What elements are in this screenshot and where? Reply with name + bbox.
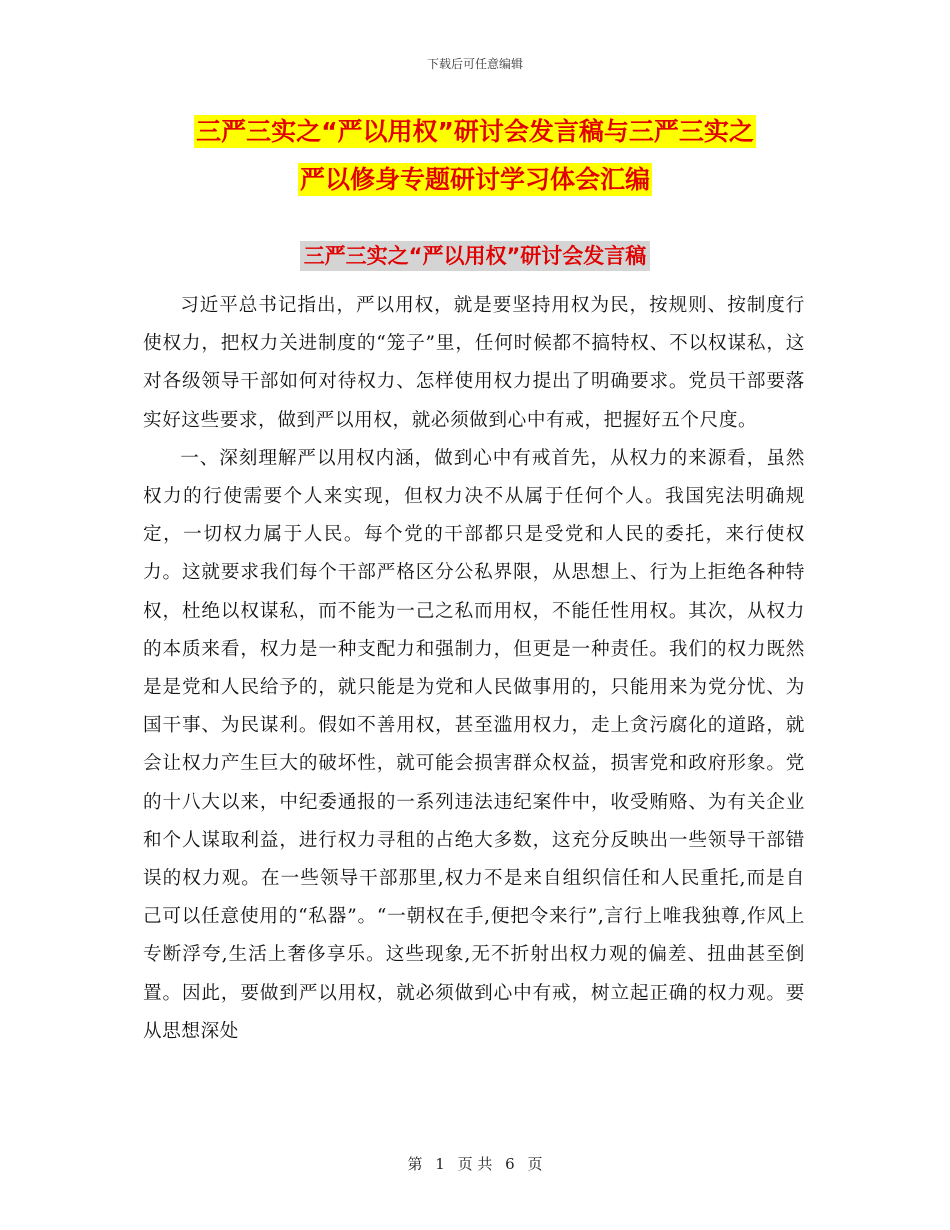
document-title [150, 108, 800, 204]
header-note: 下载后可任意编辑 [426, 57, 523, 71]
section-title-text: 三严三实之“严以用权”研讨会发言稿 [300, 241, 651, 271]
body-text [143, 287, 805, 1051]
title-line-2: 严以修身专题研讨学习体会汇编 [299, 165, 650, 194]
page-footer [0, 1153, 950, 1174]
paragraph-2: 一、深刻理解严以用权内涵，做到心中有戒首先，从权力的来源看，虽然权力的行使需要个人来实现，但权力决不从属于任何个人。我国宪法明确规定，一切权力属于人民。每个党的干部都只是受党和人民的委托，来行使权力。这就要求我们每个干部严格区分公私界限，从思想上、行为上拒绝各种特权，杜绝以权谋私，而不能为一己之私而用权，不能任性用权。其次，从权力的本质来看，权力是一种支配力和强制力，但更是一种责任。我们的权力既然是是党和人民给予的，就只能是为党和人民做事用的，只能用来为党分忧、为国干事、为民谋利。假如不善用权，甚至滥用权力，走上贪污腐化的道路，就会让权力产生巨大的破坏性，就可能会损害群众权益，损害党和政府形象。党的十八大以来，中纪委通报的一系列违法违纪案件中，收受贿赂、为有关企业和个人谋取利益，进行权力寻租的占绝大多数，这充分反映出一些领导干部错误的权力观。在一些领导干部那里,权力不是来自组织信任和人民重托,而是自己可以任意使用的“私器”。“一朝权在手,便把令来行”,言行上唯我独尊,作风上专断浮夸,生活上奢侈享乐。这些现象,无不折射出权力观的偏差、扭曲甚至倒置。因此，要做到严以用权，就必须做到心中有戒，树立起正确的权力观。要从思想深处 [143, 447, 805, 1042]
footer-suffix: 页 [527, 1155, 543, 1173]
section-title [0, 240, 950, 270]
footer-middle: 页 共 [457, 1155, 493, 1173]
footer-prefix: 第 [407, 1155, 423, 1173]
footer-total-pages: 6 [505, 1155, 515, 1173]
title-line-1: 三严三实之“严以用权”研讨会发言稿与三严三实之 [196, 117, 754, 146]
paragraph-1: 习近平总书记指出，严以用权，就是要坚持用权为民，按规则、按制度行使权力，把权力关进制度的“笼子”里，任何时候都不搞特权、不以权谋私，这对各级领导干部如何对待权力、怎样使用权力提出了明确要求。党员干部要落实好这些要求，做到严以用权，就必须做到心中有戒，把握好五个尺度。 [143, 295, 805, 431]
footer-page-number: 1 [435, 1155, 445, 1173]
